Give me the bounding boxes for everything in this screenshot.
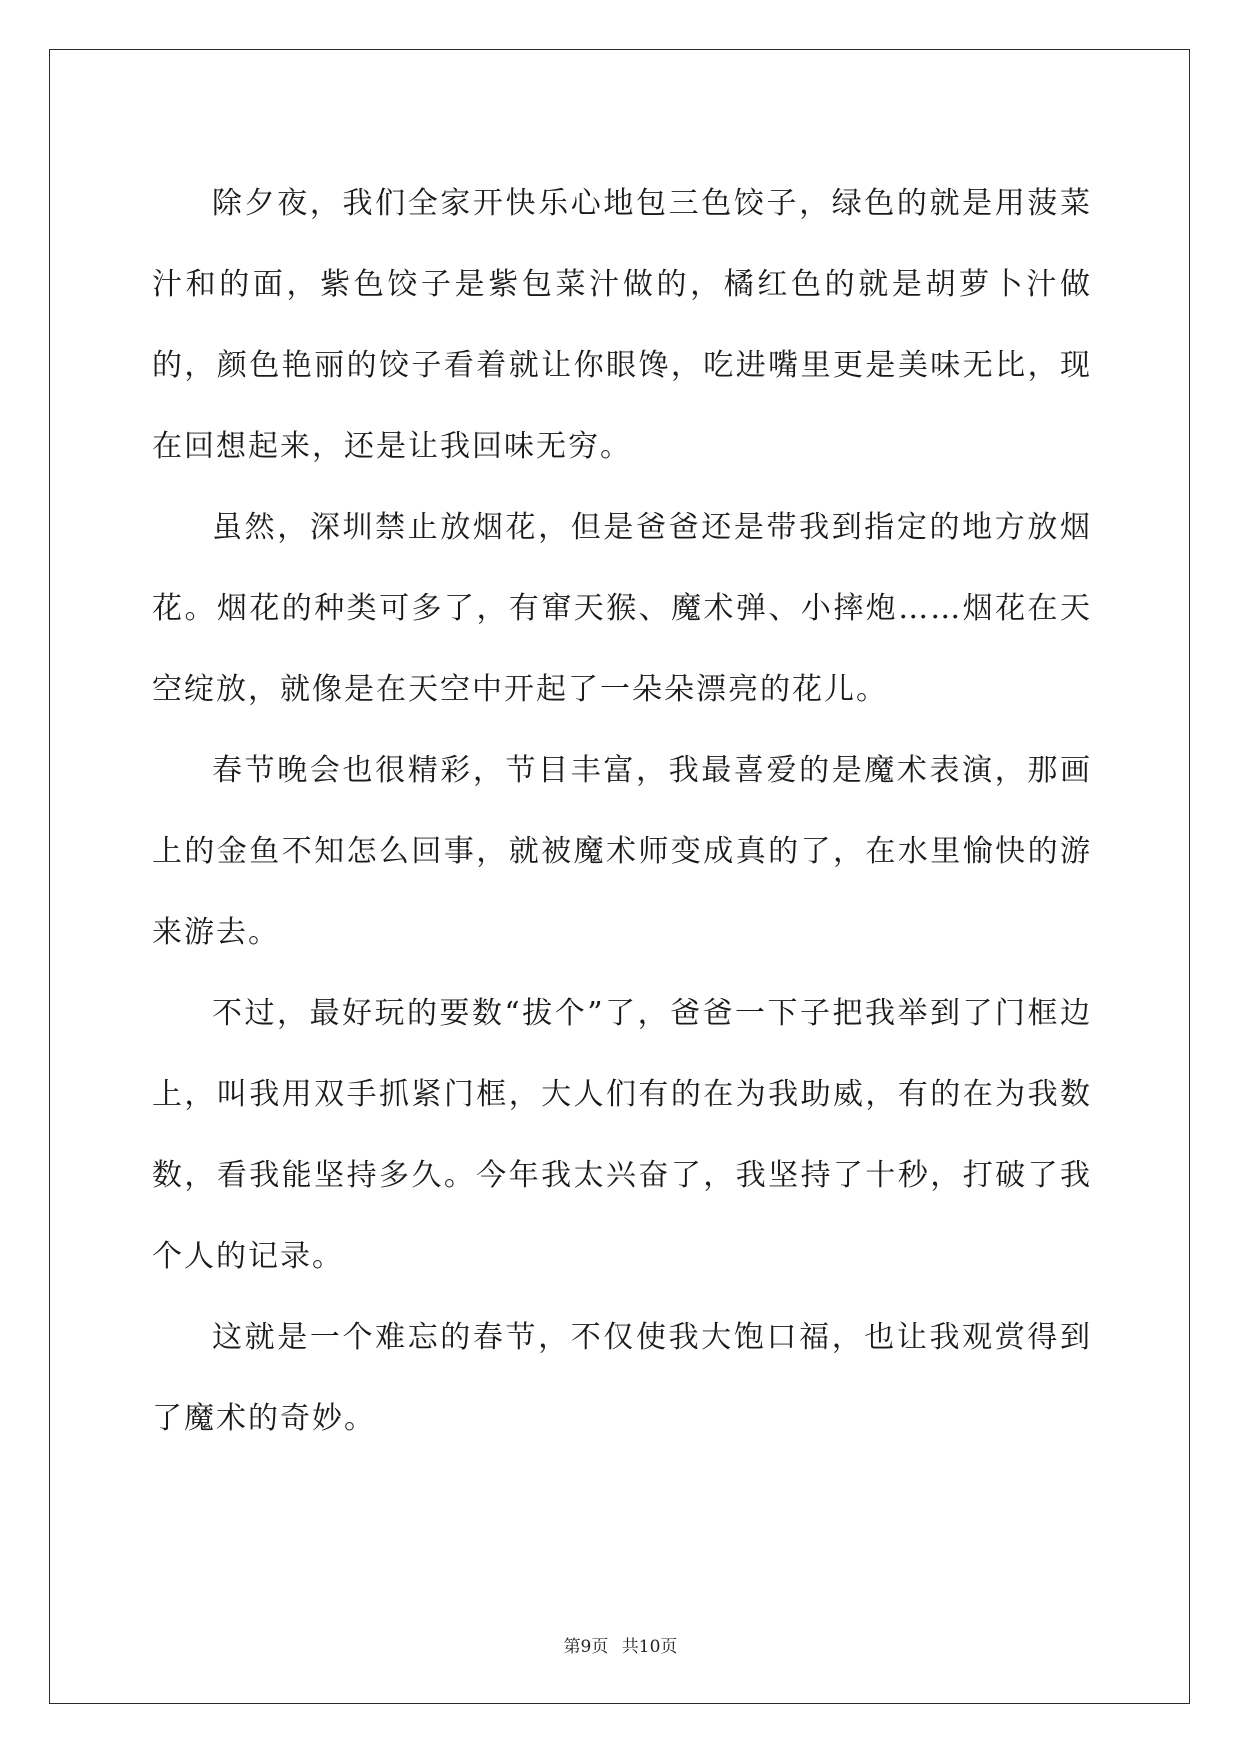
paragraph-1: 除夕夜，我们全家开快乐心地包三色饺子，绿色的就是用菠菜汁和的面，紫色饺子是紫包菜汁做的，橘红色的就是胡萝卜汁做的，颜色艳丽的饺子看着就让你眼馋，吃进嘴里更是美味无比，现在回想起来，还是让我回味无穷。 <box>152 186 1092 464</box>
paragraph-2: 虽然，深圳禁止放烟花，但是爸爸还是带我到指定的地方放烟花。烟花的种类可多了，有窜天猴、魔术弹、小摔炮……烟花在天空绽放，就像是在天空中开起了一朵朵漂亮的花儿。 <box>152 510 1092 707</box>
document-body <box>152 163 1092 1459</box>
paragraph-4: 不过，最好玩的要数“拔个”了，爸爸一下子把我举到了门框边上，叫我用双手抓紧门框，大人们有的在为我助威，有的在为我数数，看我能坚持多久。今年我太兴奋了，我坚持了十秒，打破了我个人的记录。 <box>152 996 1092 1274</box>
page-total: 共10页 <box>621 1637 678 1657</box>
page-footer <box>0 1632 1241 1657</box>
paragraph-5: 这就是一个难忘的春节，不仅使我大饱口福，也让我观赏得到了魔术的奇妙。 <box>152 1320 1092 1436</box>
page-number: 第9页 <box>563 1637 609 1657</box>
paragraph-3: 春节晚会也很精彩，节目丰富，我最喜爱的是魔术表演，那画上的金鱼不知怎么回事，就被魔术师变成真的了，在水里愉快的游来游去。 <box>152 753 1092 950</box>
